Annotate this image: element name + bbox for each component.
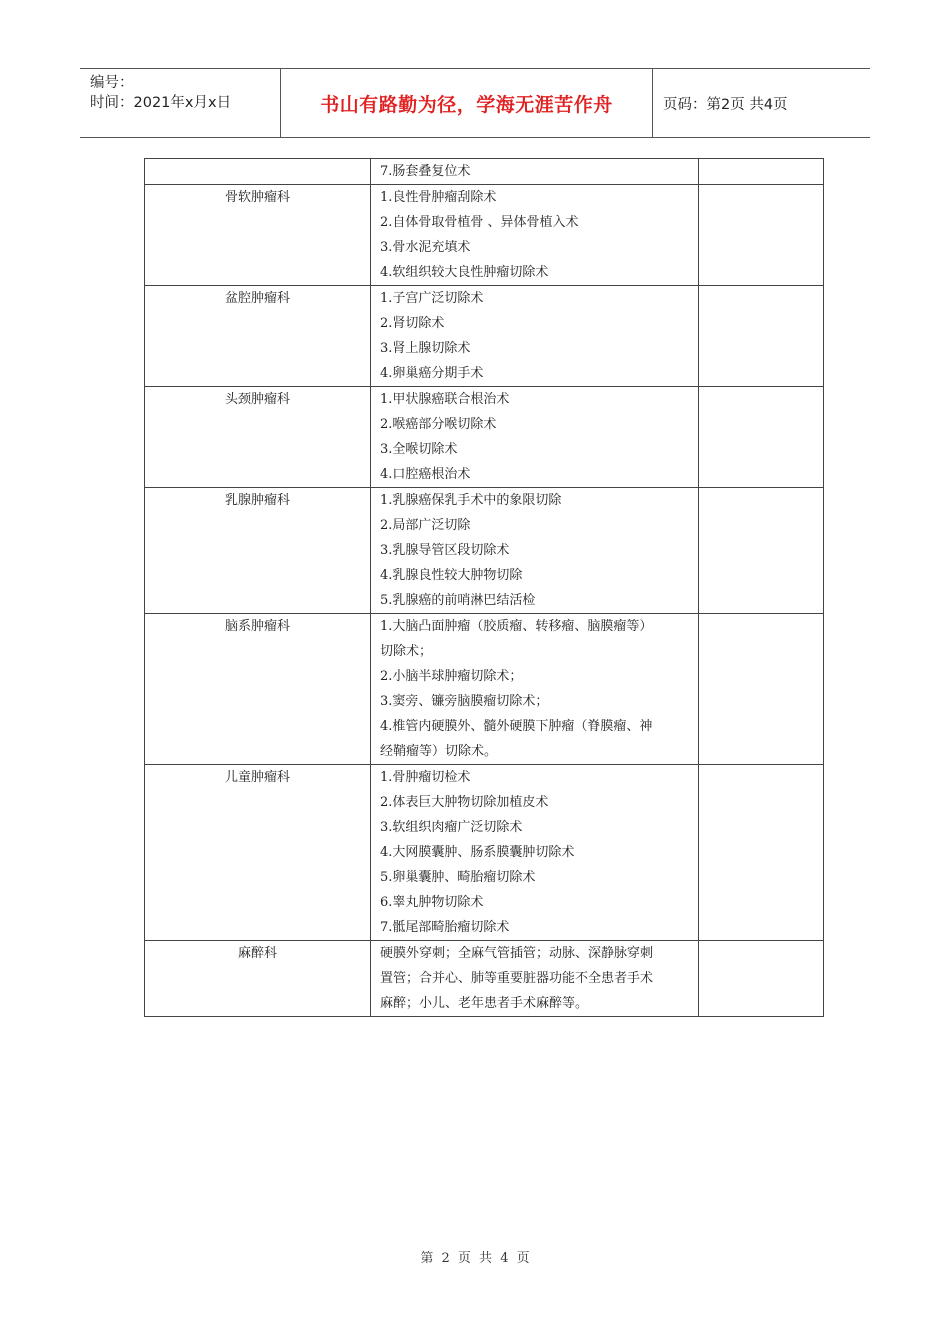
table-row [145, 159, 824, 185]
remarks-cell [699, 765, 824, 941]
procedure-item: 4.椎管内硬膜外、髓外硬膜下肿瘤（脊膜瘤、神 [380, 719, 653, 734]
remarks-cell [699, 185, 824, 286]
page-header [80, 68, 870, 138]
remarks-cell [699, 488, 824, 614]
procedure-item: 7.肠套叠复位术 [380, 164, 471, 179]
procedures-cell [371, 286, 699, 387]
procedures-cell [371, 614, 699, 765]
department-name: 麻醉科 [237, 946, 277, 961]
remarks-cell [699, 614, 824, 765]
header-meta [80, 69, 281, 137]
procedure-item: 4.卵巢癌分期手术 [380, 366, 484, 381]
procedures-cell [371, 159, 699, 185]
procedure-item: 2.喉癌部分喉切除术 [380, 417, 497, 432]
department-name [145, 159, 370, 184]
procedure-item: 3.肾上腺切除术 [380, 341, 471, 356]
department-cell [145, 387, 371, 488]
procedure-item: 5.乳腺癌的前哨淋巴结活检 [380, 593, 536, 608]
time-label: 时间：2021年x月x日 [90, 95, 232, 111]
procedure-item: 1.甲状腺癌联合根治术 [380, 392, 510, 407]
procedure-item: 切除术； [380, 644, 433, 659]
department-cell [145, 159, 371, 185]
department-cell [145, 185, 371, 286]
procedure-item: 2.局部广泛切除 [380, 518, 471, 533]
remarks-cell [699, 387, 824, 488]
department-name: 乳腺肿瘤科 [224, 493, 290, 508]
procedure-item: 1.大脑凸面肿瘤（胶质瘤、转移瘤、脑膜瘤等） [380, 619, 653, 634]
procedure-item: 置管；合并心、肺等重要脏器功能不全患者手术 [380, 971, 654, 986]
procedure-item: 1.良性骨肿瘤刮除术 [380, 190, 497, 205]
procedures-cell [371, 488, 699, 614]
department-name: 头颈肿瘤科 [224, 392, 290, 407]
department-name: 儿童肿瘤科 [224, 770, 290, 785]
procedure-item: 1.乳腺癌保乳手术中的象限切除 [380, 493, 562, 508]
table-row [145, 185, 824, 286]
department-cell [145, 614, 371, 765]
procedure-item: 7.骶尾部畸胎瘤切除术 [380, 920, 510, 935]
department-name: 骨软肿瘤科 [224, 190, 290, 205]
table-row [145, 941, 824, 1017]
procedure-item: 4.软组织较大良性肿瘤切除术 [380, 265, 549, 280]
table-row [145, 387, 824, 488]
table-row [145, 765, 824, 941]
procedure-item: 6.睾丸肿物切除术 [380, 895, 484, 910]
department-name: 盆腔肿瘤科 [224, 291, 290, 306]
procedure-item: 麻醉；小儿、老年患者手术麻醉等。 [380, 996, 589, 1011]
procedure-item: 4.乳腺良性较大肿物切除 [380, 568, 523, 583]
table-row [145, 488, 824, 614]
procedure-item: 经鞘瘤等）切除术。 [380, 744, 498, 759]
header-motto: 书山有路勤为径，学海无涯苦作舟 [281, 69, 653, 137]
procedures-cell [371, 185, 699, 286]
procedure-item: 2.体表巨大肿物切除加植皮术 [380, 795, 549, 810]
procedure-item: 硬膜外穿刺；全麻气管插管；动脉、深静脉穿刺 [380, 946, 654, 961]
remarks-cell [699, 286, 824, 387]
department-cell [145, 286, 371, 387]
procedure-item: 3.全喉切除术 [380, 442, 458, 457]
remarks-cell [699, 941, 824, 1017]
header-page-label: 页码：第2页 共4页 [663, 96, 788, 113]
procedure-item: 4.口腔癌根治术 [380, 467, 471, 482]
procedure-item: 4.大网膜囊肿、肠系膜囊肿切除术 [380, 845, 575, 860]
department-cell [145, 941, 371, 1017]
procedure-item: 2.肾切除术 [380, 316, 445, 331]
department-name: 脑系肿瘤科 [224, 619, 290, 634]
procedures-cell [371, 387, 699, 488]
page-footer: 第 2 页 共 4 页 [420, 1251, 530, 1266]
procedure-item: 1.子宫广泛切除术 [380, 291, 484, 306]
procedure-item: 2.自体骨取骨植骨 、异体骨植入术 [380, 215, 579, 230]
procedure-item: 5.卵巢囊肿、畸胎瘤切除术 [380, 870, 536, 885]
procedure-item: 3.骨水泥充填术 [380, 240, 471, 255]
table-row [145, 286, 824, 387]
procedures-table [144, 158, 824, 1017]
procedures-cell [371, 765, 699, 941]
procedure-item: 2.小脑半球肿瘤切除术； [380, 669, 523, 684]
procedure-item: 3.软组织肉瘤广泛切除术 [380, 820, 523, 835]
procedure-item: 1.骨肿瘤切检术 [380, 770, 471, 785]
procedure-item: 3.乳腺导管区段切除术 [380, 543, 510, 558]
remarks-cell [699, 159, 824, 185]
procedures-cell [371, 941, 699, 1017]
table-row [145, 614, 824, 765]
department-cell [145, 488, 371, 614]
department-cell [145, 765, 371, 941]
code-label: 编号： [90, 75, 134, 91]
procedure-item: 3.窦旁、镰旁脑膜瘤切除术； [380, 694, 549, 709]
